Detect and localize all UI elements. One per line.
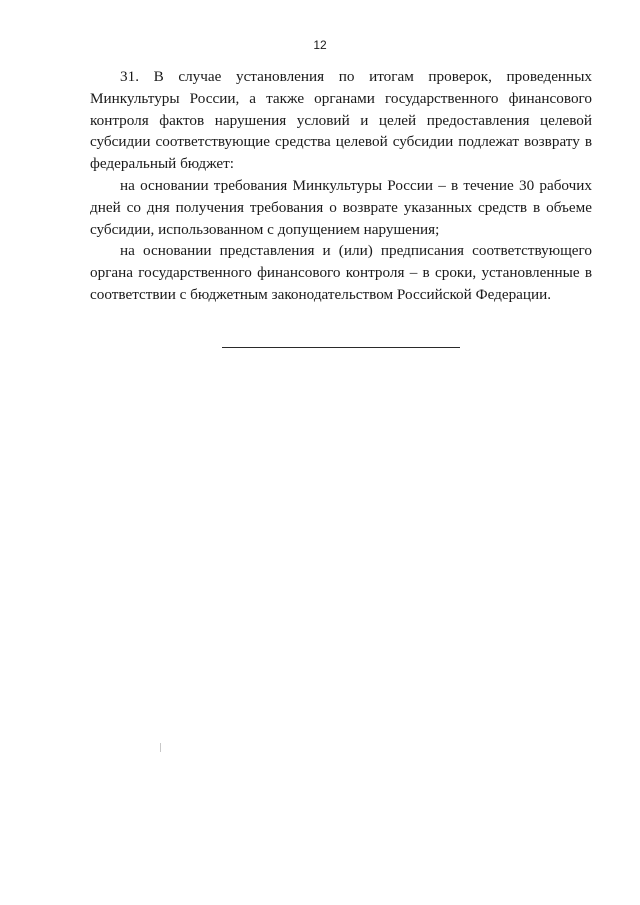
document-body — [90, 66, 592, 306]
scan-artifact — [160, 743, 161, 752]
paragraph-clause-31: 31. В случае установления по итогам проверок, проведенных Минкультуры России, а также органами государственного финансового контроля фактов нарушения условий и целей предоставления целевой субсидии соответствующие средства целевой субсидии подлежат возврату в федеральный бюджет: — [90, 68, 592, 173]
page-number: 12 — [313, 38, 327, 52]
paragraph-minculture-requirement: на основании требования Минкультуры России – в течение 30 рабочих дней со дня получения требования о возврате указанных средств в объеме субсидии, использованном с допущением нарушения; — [90, 176, 592, 238]
closing-divider-line — [222, 347, 460, 348]
paragraph-financial-control: на основании представления и (или) предписания соответствующего органа государственного финансового контроля – в сроки, установленные в соответствии с бюджетным законодательством Российской Федерации. — [90, 242, 592, 303]
